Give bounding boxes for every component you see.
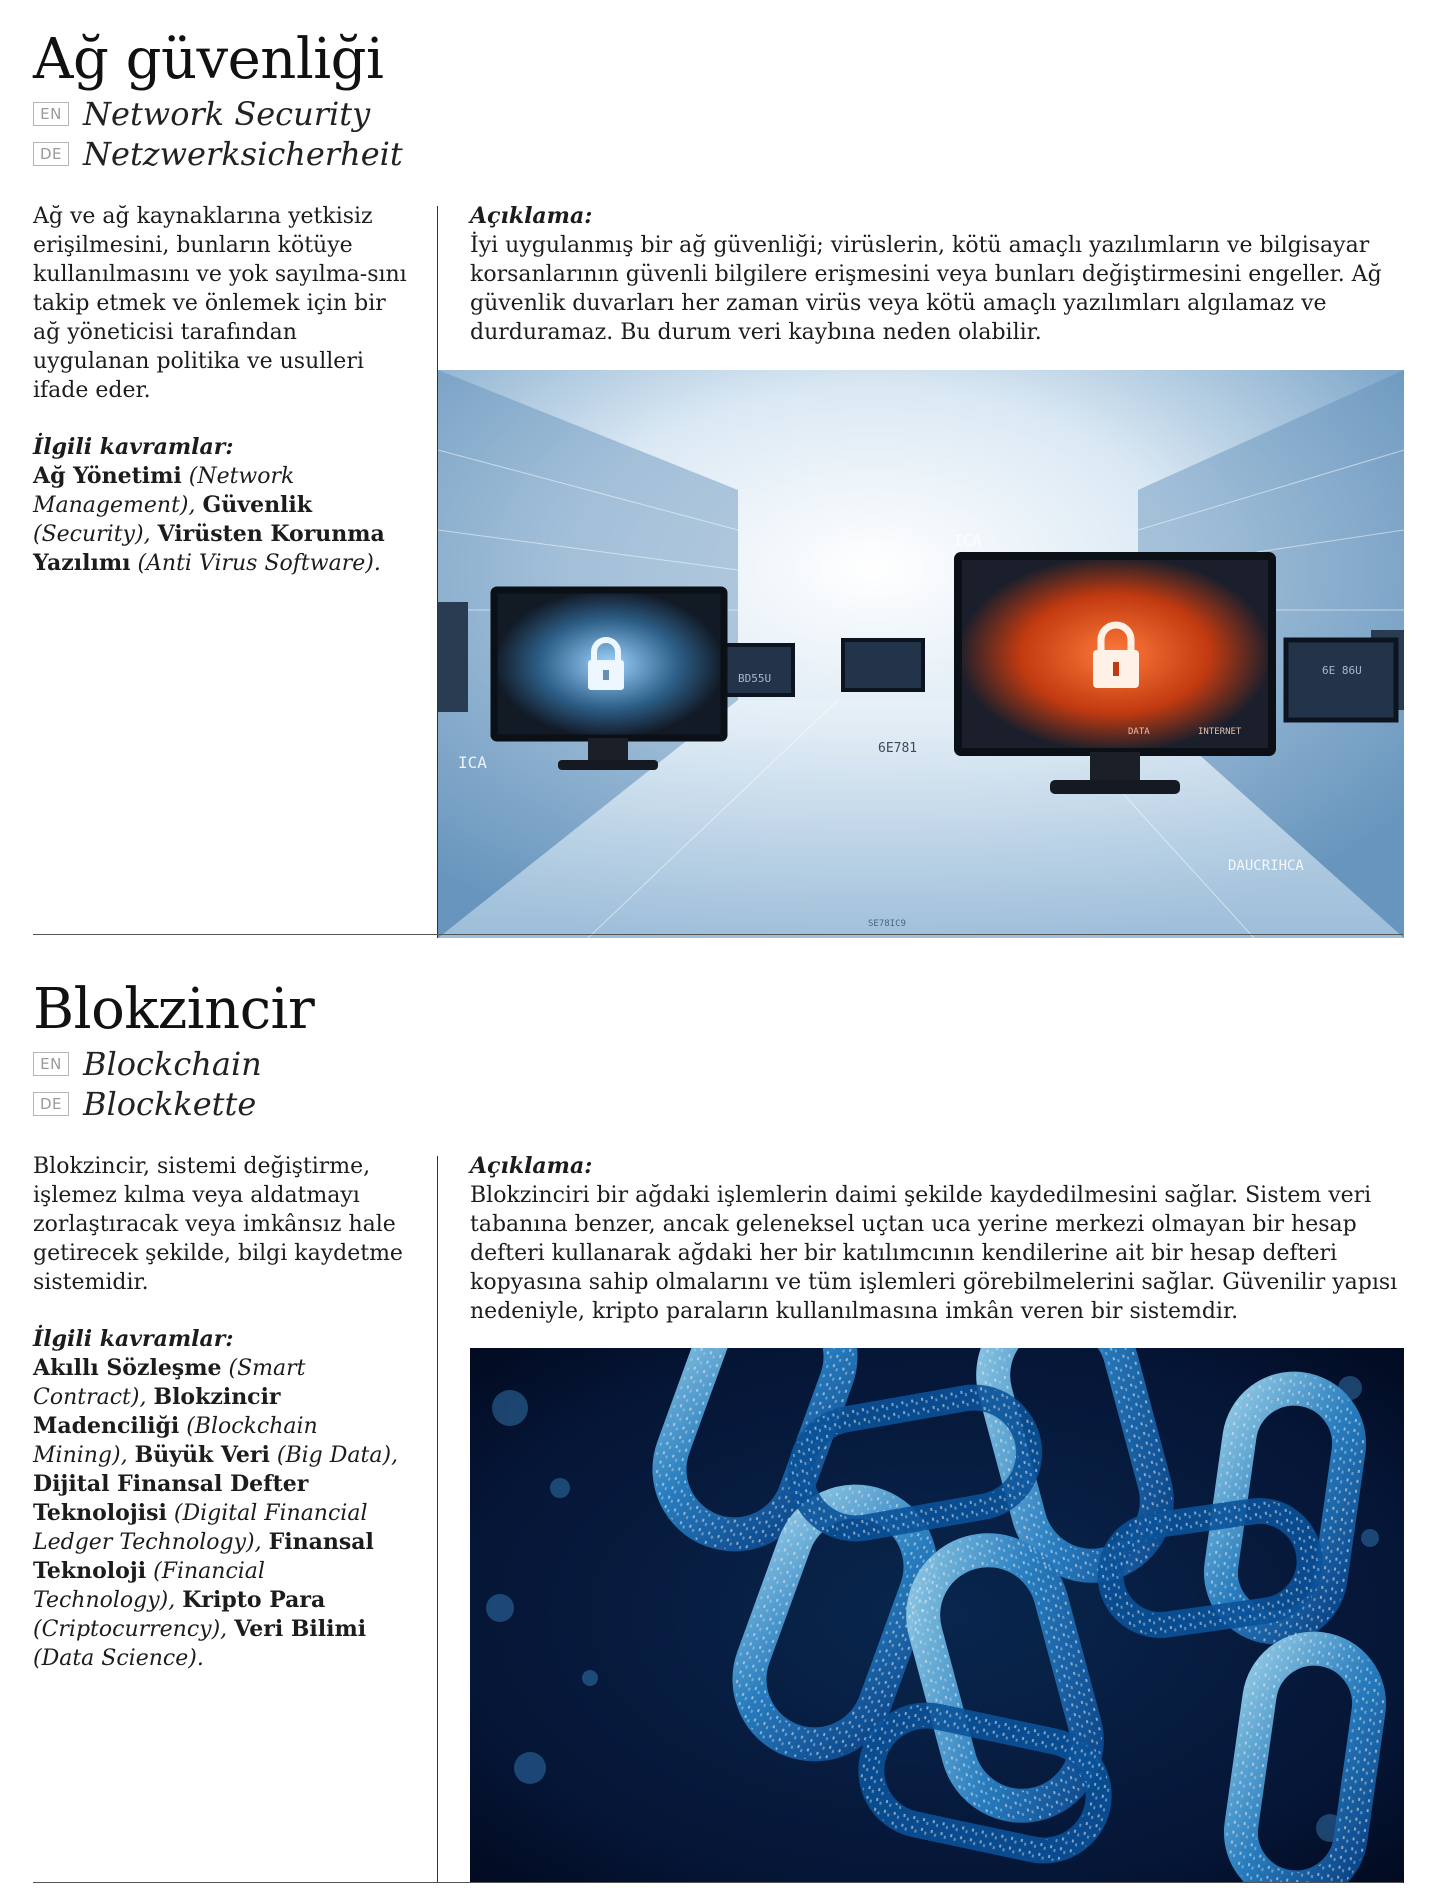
definition-text: Blokzincir, sistemi değiştirme, işlemez kılma veya aldatmayı zorlaştıracak veya imkânsız hale getirecek şekilde, bilgi kaydetme sistemidir. <box>33 1154 403 1295</box>
column-divider <box>437 1156 438 1883</box>
related-term-en: (Smart Contract), <box>33 1356 306 1410</box>
definition-text: Ağ ve ağ kaynaklarına yetkisiz erişilmesini, bunların kötüye kullanılmasını ve yok sayılma-sını takip etmek ve önlemek için bir ağ yöneticisi tarafından uygulanan politika ve usulleri ifade eder. <box>33 204 407 403</box>
related-term-en: (Blockchain Mining), <box>33 1414 318 1468</box>
related-term-en: (Digital Financial Ledger Technology), <box>33 1501 368 1555</box>
lang-tag-en: EN <box>33 1052 69 1076</box>
translation-de <box>33 1086 1403 1122</box>
translation-de-text: Netzwerksicherheit <box>83 135 403 173</box>
blockchain-illustration <box>470 1348 1404 1883</box>
related-term-en: (Big Data), <box>276 1443 399 1468</box>
lang-tag-de: DE <box>33 142 69 166</box>
related-term-en: (Network Management), <box>33 464 295 518</box>
entry-title: Blokzincir <box>33 977 315 1042</box>
related-term: Dijital Finansal Defter Teknolojisi <box>33 1471 309 1526</box>
related-label: İlgili kavramlar: <box>33 434 234 460</box>
related-list <box>33 1356 398 1671</box>
definition-column <box>33 202 413 578</box>
related-term: Blokzincir Madenciliği <box>33 1384 281 1439</box>
translation-en-text: Network Security <box>83 95 371 133</box>
translation-en-text: Blockchain <box>83 1045 262 1083</box>
related-term-en: (Anti Virus Software). <box>137 551 381 576</box>
definition-column <box>33 1152 413 1673</box>
explanation-text: İyi uygulanmış bir ağ güvenliği; virüslerin, kötü amaçlı yazılımların ve bilgisayar korsanlarının güvenli bilgilere erişmesini veya bunları değiştirmesini engeller. Ağ güvenlik duvarları her zaman virüs veya kötü amaçlı yazılımları algılamaz ve durduramaz. Bu durum veri kaybına neden olabilir. <box>470 233 1382 345</box>
entry-blockchain <box>33 978 1403 1883</box>
entry-network-security <box>33 28 1403 938</box>
lang-tag-en: EN <box>33 102 69 126</box>
img-text: 6E781 <box>878 741 918 756</box>
related-term-en: (Data Science). <box>33 1646 204 1671</box>
translation-de <box>33 136 1403 172</box>
related-term-en: (Criptocurrency), <box>33 1617 228 1642</box>
img-text: BD55U <box>738 672 772 685</box>
translation-en <box>33 1046 1403 1082</box>
section-divider <box>33 1882 1403 1883</box>
img-text: DATA <box>1128 727 1150 737</box>
network-security-illustration <box>438 370 1404 938</box>
lang-tag-de: DE <box>33 1092 69 1116</box>
explanation-label: Açıklama: <box>470 1153 593 1179</box>
related-term: Güvenlik <box>202 492 313 518</box>
related-label: İlgili kavramlar: <box>33 1326 234 1352</box>
img-text: SE78IC9 <box>868 919 906 929</box>
explanation-column <box>470 1152 1420 1326</box>
related-term: Finansal Teknoloji <box>33 1529 374 1584</box>
explanation-text: Blokzinciri bir ağdaki işlemlerin daimi şekilde kaydedilmesini sağlar. Sistem veri tabanına benzer, ancak geleneksel uçtan uca yerine merkezi olmayan bir hesap defteri kullanarak ağdaki her bir katılımcının kendilerine ait bir hesap defteri kopyasına sahip olmalarını ve tüm işlemleri görebilmelerini sağlar. Güvenilir yapısı nedeniyle, kripto paraların kullanılmasına imkân veren bir sistemdir. <box>470 1183 1398 1324</box>
related-list <box>33 464 385 576</box>
related-concepts <box>33 433 413 578</box>
related-concepts <box>33 1325 413 1673</box>
img-text: DAUCRIHCA <box>1228 858 1304 874</box>
img-text: ICA <box>458 753 487 772</box>
img-text: 6E 86U <box>1322 664 1362 677</box>
related-term: Kripto Para <box>182 1587 326 1613</box>
explanation-column <box>470 202 1410 347</box>
img-text: INTERNET <box>1198 727 1242 737</box>
related-term: Akıllı Sözleşme <box>33 1355 222 1381</box>
entry-title: Ağ güvenliği <box>33 27 384 92</box>
related-term-en: (Financial Technology), <box>33 1559 265 1613</box>
related-term-en: (Security), <box>33 522 151 547</box>
explanation-label: Açıklama: <box>470 203 593 229</box>
related-term: Veri Bilimi <box>234 1616 367 1642</box>
related-term: Ağ Yönetimi <box>33 463 182 489</box>
translation-de-text: Blockkette <box>83 1085 257 1123</box>
translation-en <box>33 96 1403 132</box>
related-term: Virüsten Korunma Yazılımı <box>33 521 385 576</box>
related-term: Büyük Veri <box>134 1442 270 1468</box>
section-divider <box>33 934 1403 935</box>
img-text: ICA <box>953 531 982 550</box>
